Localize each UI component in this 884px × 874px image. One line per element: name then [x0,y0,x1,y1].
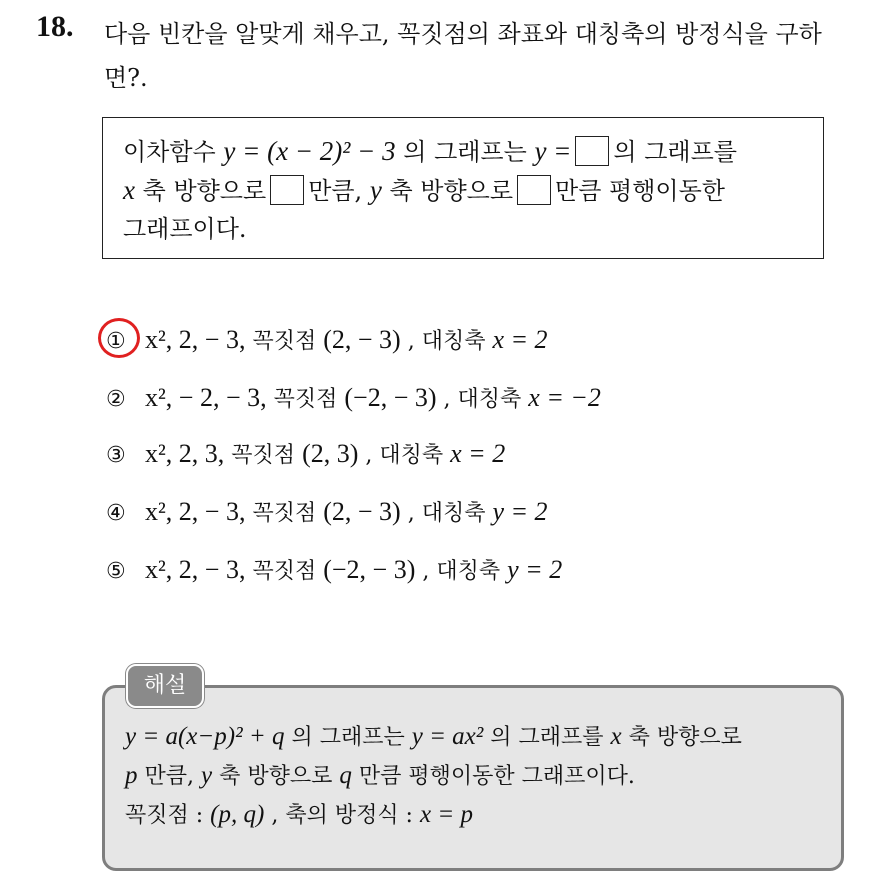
option-values: x², 2, − 3, [145,497,246,526]
option-axis: x = 2 [450,439,506,468]
math-expression: y = ax² [411,723,484,750]
math-expression: y = [534,136,572,166]
option-vertex-label: 꼭짓점 [252,329,317,354]
solution-text: 만큼, [144,764,194,789]
option-axis: x = 2 [492,325,548,354]
option-vertex: (2, − 3) [323,325,401,354]
option-vertex-label: 꼭짓점 [252,501,317,526]
fill-text: 의 그래프를 [613,138,737,166]
question-text: 다음 빈칸을 알맞게 채우고, 꼭짓점의 좌표와 대칭축의 방정식을 구하면?. [104,20,822,92]
option-vertex: (2, 3) [302,439,359,468]
option-4[interactable] [106,496,548,527]
option-axis-label: , 대칭축 [443,387,522,412]
solution-text: 만큼 평행이동한 그래프이다. [358,764,635,789]
option-vertex: (2, − 3) [323,497,401,526]
option-5[interactable] [106,554,562,585]
option-axis: x = −2 [528,383,601,412]
fill-in-box [102,117,824,259]
question-number: 18. [36,10,74,43]
function-expression: y = (x − 2)² − 3 [223,136,396,166]
fill-line-2 [123,171,803,210]
fill-line-1 [123,132,803,171]
option-axis-label: , 대칭축 [365,443,444,468]
solution-text: 의 그래프는 [291,725,405,750]
fill-text: 이차함수 [123,138,216,166]
option-number: ④ [106,501,126,526]
solution-text: , 축의 방정식 : [271,803,413,828]
math-variable: q [339,762,352,789]
option-3[interactable] [106,438,505,469]
fill-text: 축 방향으로 [389,177,514,205]
math-variable: y [201,762,213,789]
solution-text: 축 방향으로 [219,764,333,789]
solution-line-1 [125,718,823,757]
answer-blank-2 [270,175,304,205]
solution-tab-label: 해설 [126,664,204,708]
math-variable: x [610,723,622,750]
option-axis: y = 2 [492,497,548,526]
option-vertex-label: 꼭짓점 [252,559,317,584]
option-number: ⑤ [106,559,126,584]
fill-line-3: 그래프이다. [123,215,247,243]
math-variable: y [369,175,382,205]
math-expression: y = a(x−p)² + q [125,723,285,750]
option-vertex-label: 꼭짓점 [273,387,338,412]
solution-line-2 [125,757,823,796]
option-values: x², 2, − 3, [145,325,246,354]
option-values: x², − 2, − 3, [145,383,267,412]
fill-text: 만큼, [308,177,363,205]
option-2[interactable] [106,382,601,413]
answer-blank-3 [517,175,551,205]
fill-text: 만큼 평행이동한 [555,177,725,205]
solution-text: 의 그래프를 [490,725,604,750]
solution-box [102,685,844,871]
option-values: x², 2, 3, [145,439,225,468]
option-1[interactable] [106,324,548,355]
option-axis: y = 2 [507,555,563,584]
option-values: x², 2, − 3, [145,555,246,584]
fill-text: 의 그래프는 [403,138,527,166]
option-number: ② [106,387,126,412]
option-axis-label: , 대칭축 [407,329,486,354]
solution-line-3 [125,796,823,835]
answer-blank-1 [575,136,609,166]
math-expression: x = p [419,801,473,828]
math-variable: p [125,762,138,789]
option-number: ③ [106,443,126,468]
option-number: ① [106,329,126,354]
math-variable: x [123,175,135,205]
solution-text: 축 방향으로 [628,725,742,750]
math-expression: (p, q) [210,801,265,828]
option-vertex: (−2, − 3) [344,383,437,412]
solution-text: 꼭짓점 : [125,803,204,828]
option-axis-label: , 대칭축 [422,559,501,584]
option-vertex-label: 꼭짓점 [231,443,296,468]
option-vertex: (−2, − 3) [323,555,416,584]
fill-text: 축 방향으로 [142,177,267,205]
option-axis-label: , 대칭축 [407,501,486,526]
